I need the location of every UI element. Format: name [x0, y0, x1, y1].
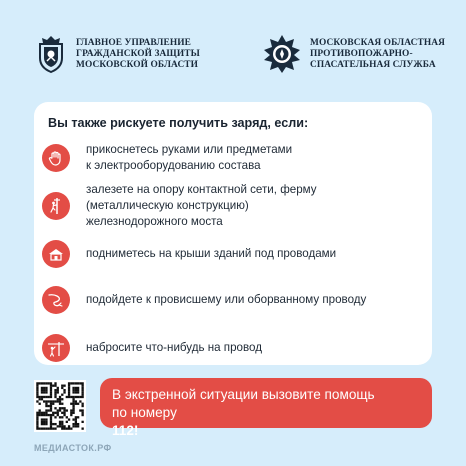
org-right-line: ПРОТИВОПОЖАРНО-: [310, 48, 413, 59]
org-left: [34, 34, 200, 74]
emergency-line-prefix: по номеру: [112, 405, 177, 420]
list-item: [42, 286, 366, 314]
org-right-line: СПАСАТЕЛЬНАЯ СЛУЖБА: [310, 59, 436, 70]
emergency-banner: [100, 378, 432, 438]
org-left-line: МОСКОВСКОЙ ОБЛАСТИ: [76, 59, 199, 70]
list-item: [42, 142, 292, 174]
climbing-pole-icon: [42, 192, 70, 220]
list-item-text: [86, 182, 317, 230]
list-item: [42, 240, 336, 268]
qr-code-graphic: [34, 380, 86, 432]
list-item-line: подойдете к провисшему или оборванному проводу: [86, 293, 367, 306]
emergency-text: [112, 386, 375, 440]
broken-wire-icon: [42, 286, 70, 314]
org-left-name: [76, 38, 200, 71]
list-item-text: [86, 340, 262, 356]
org-right-line: МОСКОВСКАЯ ОБЛАСТНАЯ: [310, 37, 445, 48]
org-left-line: ГРАЖДАНСКОЙ ЗАЩИТЫ: [76, 48, 200, 59]
list-item-line: прикоснетесь руками или предметами: [86, 143, 293, 156]
list-item: [42, 334, 262, 362]
moscow-region-coat-of-arms-icon: [34, 34, 68, 74]
list-item-text: [86, 292, 366, 308]
site-name[interactable]: МЕДИАСТОК.РФ: [34, 443, 112, 453]
org-right-name: [310, 38, 445, 71]
org-left-line: ГЛАВНОЕ УПРАВЛЕНИЕ: [76, 37, 191, 48]
list-item-line: железнодорожного моста: [86, 215, 223, 228]
list-item-line: подниметесь на крыши зданий под проводами: [86, 247, 337, 260]
emergency-number: 112!: [112, 423, 139, 438]
info-card: [34, 102, 432, 365]
list-item-line: набросите что-нибудь на провод: [86, 341, 262, 354]
house-roof-icon: [42, 240, 70, 268]
broken-wire-glyph: [47, 291, 65, 309]
org-right: [262, 34, 445, 74]
throw-on-wire-icon: [42, 334, 70, 362]
house-roof-glyph: [47, 245, 65, 263]
list-item-line: (металлическую конструкцию): [86, 199, 249, 212]
fire-rescue-service-emblem-icon: [262, 34, 302, 74]
hand-touch-glyph: [47, 149, 65, 167]
throw-on-wire-glyph: [47, 339, 65, 357]
qr-code-icon[interactable]: [34, 380, 86, 432]
emergency-line: [112, 404, 375, 440]
emergency-line: В экстренной ситуации вызовите помощь: [112, 387, 375, 402]
list-item: [42, 182, 317, 230]
list-item-line: к электрооборудованию состава: [86, 159, 261, 172]
climbing-pole-glyph: [47, 197, 65, 215]
list-item-line: залезете на опору контактной сети, ферму: [86, 183, 317, 196]
card-title: Вы также рискуете получить заряд, если:: [48, 116, 309, 130]
hand-touch-icon: [42, 144, 70, 172]
list-item-text: [86, 142, 292, 174]
list-item-text: [86, 246, 336, 262]
